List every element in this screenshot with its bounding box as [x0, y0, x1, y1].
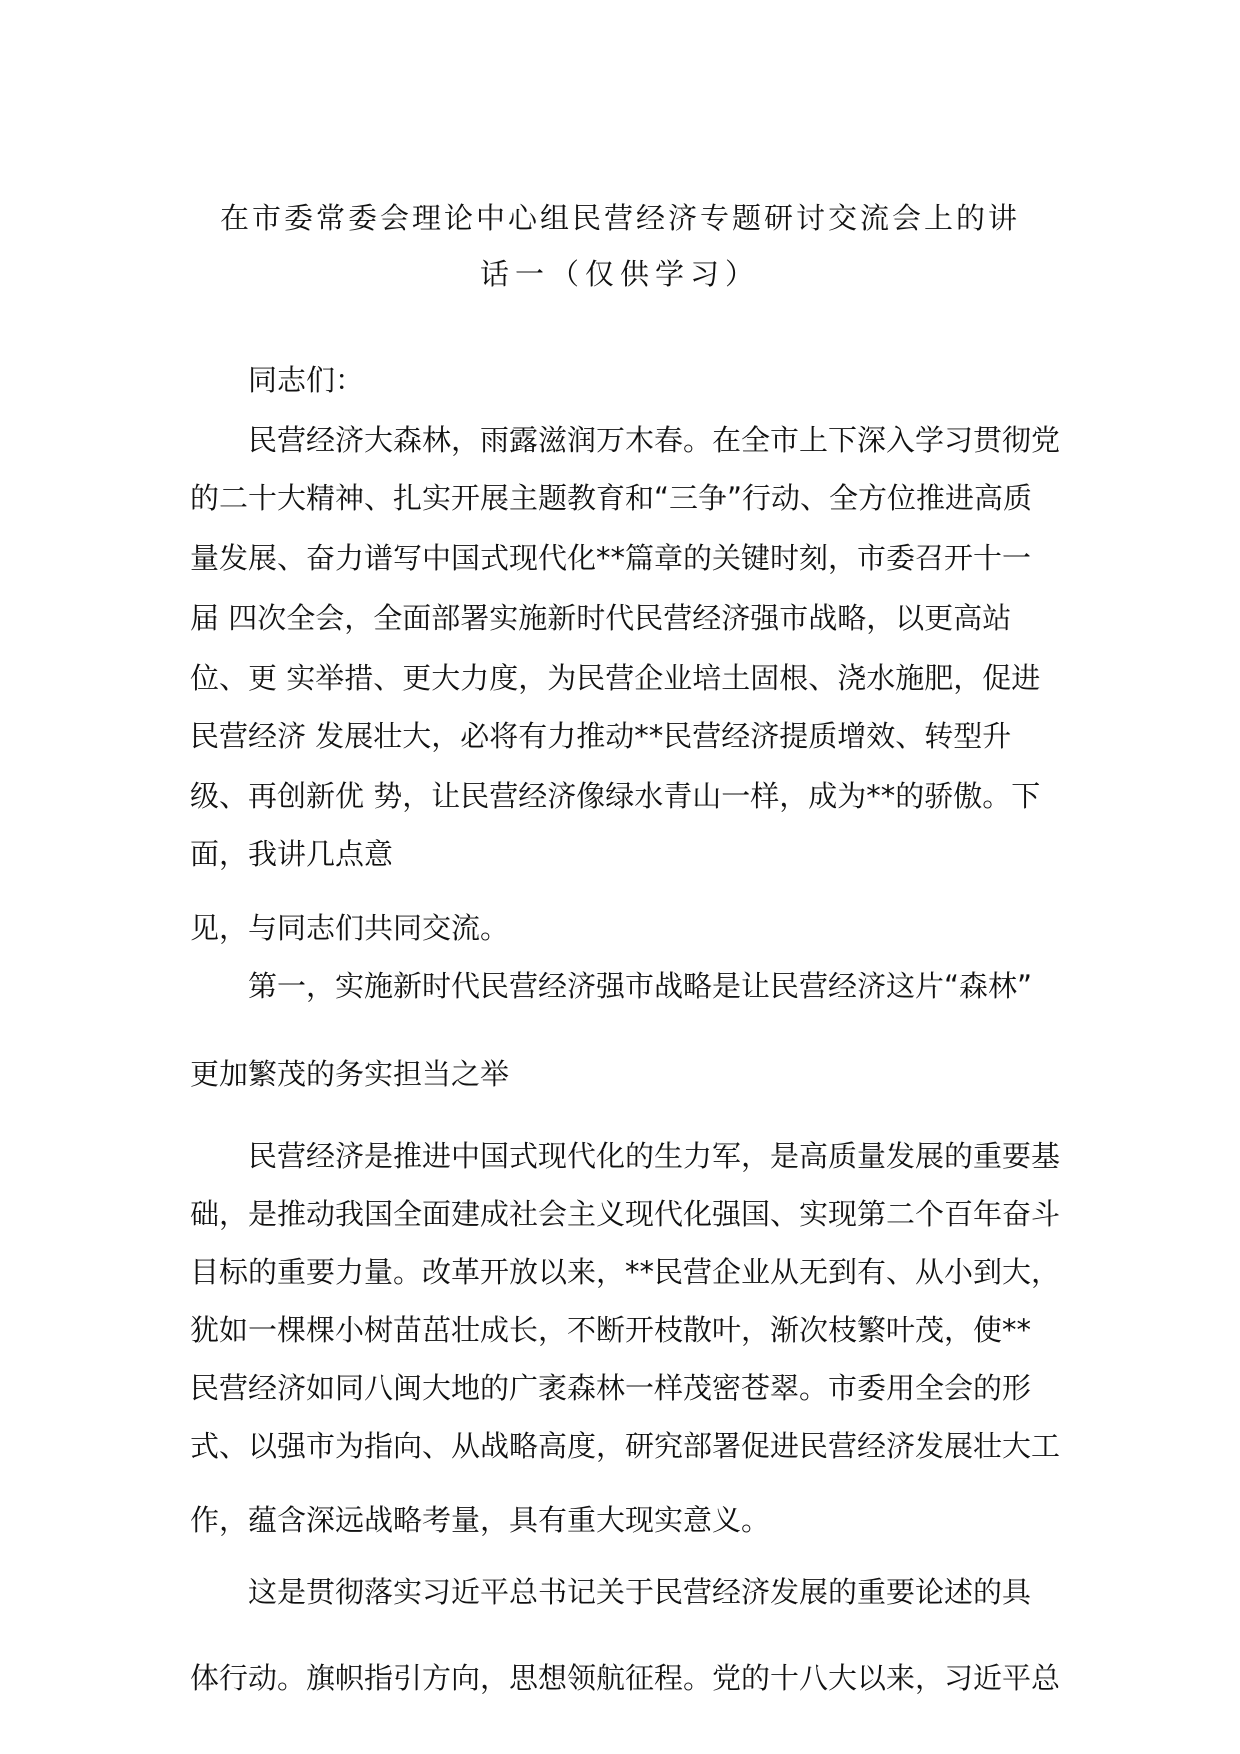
paragraph-line: 体行动。旗帜指引方向，思想领航征程。党的十八大以来，习近平总: [190, 1661, 1061, 1695]
paragraph-line: 民营经济如同八闽大地的广袤森林一样茂密苍翠。市委用全会的形: [190, 1371, 1032, 1405]
paragraph-line: 目标的重要力量。改革开放以来，**民营企业从无到有、从小到大，: [190, 1255, 1061, 1289]
document-title-line-2: 话一（仅供学习）: [479, 257, 760, 291]
paragraph-line: 础，是推动我国全面建成社会主义现代化强国、实现第二个百年奋斗: [190, 1197, 1061, 1231]
paragraph-line: 位、更 实举措、更大力度，为民营企业培土固根、浇水施肥，促进: [190, 661, 1041, 695]
paragraph-line: 式、以强市为指向、从战略高度，研究部署促进民营经济发展壮大工: [190, 1429, 1061, 1463]
paragraph-line: 级、再创新优 势，让民营经济像绿水青山一样，成为**的骄傲。下: [190, 779, 1041, 813]
section-heading-line: 更加繁茂的务实担当之举: [190, 1057, 510, 1091]
paragraph-line: 见，与同志们共同交流。: [190, 911, 510, 945]
paragraph-line: 犹如一棵棵小树苗茁壮成长，不断开枝散叶，渐次枝繁叶茂，使**: [190, 1313, 1032, 1347]
paragraph-line: 面，我讲几点意: [190, 837, 394, 871]
salutation: 同志们：: [248, 363, 365, 397]
paragraph-line: 民营经济是推进中国式现代化的生力军，是高质量发展的重要基: [248, 1139, 1061, 1173]
document-title-line-1: 在市委常委会理论中心组民营经济专题研讨交流会上的讲: [219, 201, 1020, 235]
paragraph-line: 届 四次全会，全面部署实施新时代民营经济强市战略，以更高站: [190, 601, 1012, 635]
paragraph-line: 民营经济大森林，雨露滋润万木春。在全市上下深入学习贯彻党: [248, 423, 1061, 457]
paragraph-line: 量发展、奋力谱写中国式现代化**篇章的关键时刻，市委召开十一: [190, 541, 1032, 575]
paragraph-line: 的二十大精神、扎实开展主题教育和“三争”行动、全方位推进高质: [190, 481, 1033, 515]
paragraph-line: 这是贯彻落实习近平总书记关于民营经济发展的重要论述的具: [248, 1575, 1032, 1609]
paragraph-line: 作，蕴含深远战略考量，具有重大现实意义。: [190, 1503, 771, 1537]
section-heading-line: 第一，实施新时代民营经济强市战略是让民营经济这片“森林”: [248, 969, 1033, 1003]
paragraph-line: 民营经济 发展壮大，必将有力推动**民营经济提质增效、转型升: [190, 719, 1012, 753]
